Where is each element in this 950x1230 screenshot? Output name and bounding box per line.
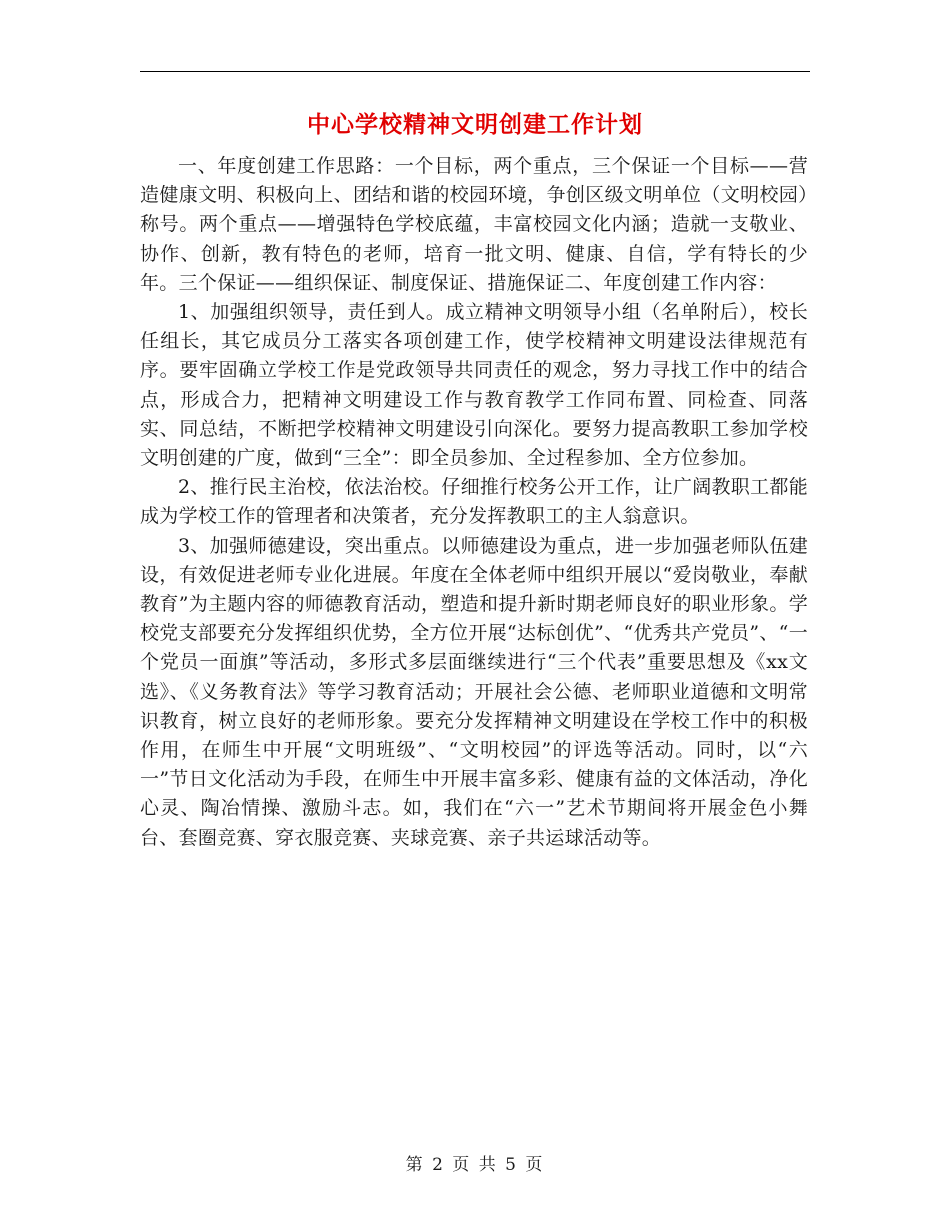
page-number: 第 2 页 共 5 页 (405, 1155, 545, 1175)
paragraph-2: 1、加强组织领导，责任到人。成立精神文明领导小组（名单附后），校长任组长，其它成员分工落实各项创建工作，使学校精神文明建设法律规范有序。要牢固确立学校工作是党政领导共同责任的观念，努力寻找工作中的结合点，形成合力，把精神文明建设工作与教育教学工作同布置、同检查、同落实、同总结，不断把学校精神文明建设引向深化。要努力提高教职工参加学校文明创建的广度，做到“三全”：即全员参加、全过程参加、全方位参加。 (140, 301, 808, 470)
paragraph-3: 2、推行民主治校，依法治校。仔细推行校务公开工作，让广阔教职工都能成为学校工作的管理者和决策者，充分发挥教职工的主人翁意识。 (140, 476, 808, 528)
document-body (140, 152, 808, 853)
document-title: 中心学校精神文明创建工作计划 (307, 111, 643, 138)
paragraph-1: 一、年度创建工作思路：一个目标，两个重点，三个保证一个目标——营造健康文明、积极向上、团结和谐的校园环境，争创区级文明单位（文明校园）称号。两个重点——增强特色学校底蕴，丰富校园文化内涵；造就一支敬业、协作、创新，教有特色的老师，培育一批文明、健康、自信，学有特长的少年。三个保证——组织保证、制度保证、措施保证二、年度创建工作内容： (140, 155, 808, 294)
paragraph-4: 3、加强师德建设，突出重点。以师德建设为重点，进一步加强老师队伍建设，有效促进老师专业化进展。年度在全体老师中组织开展以“爱岗敬业，奉献教育”为主题内容的师德教育活动，塑造和提升新时期老师良好的职业形象。学校党支部要充分发挥组织优势，全方位开展“达标创优”、“优秀共产党员”、“一个党员一面旗”等活动，多形式多层面继续进行“三个代表”重要思想及《xx文选》、《义务教育法》等学习教育活动；开展社会公德、老师职业道德和文明常识教育，树立良好的老师形象。要充分发挥精神文明建设在学校工作中的积极作用，在师生中开展“文明班级”、“文明校园”的评选等活动。同时，以“六一”节日文化活动为手段，在师生中开展丰富多彩、健康有益的文体活动，净化心灵、陶冶情操、激励斗志。如，我们在“六一”艺术节期间将开展金色小舞台、套圈竞赛、穿衣服竞赛、夹球竞赛、亲子共运球活动等。 (140, 534, 808, 849)
header-rule (140, 71, 810, 72)
